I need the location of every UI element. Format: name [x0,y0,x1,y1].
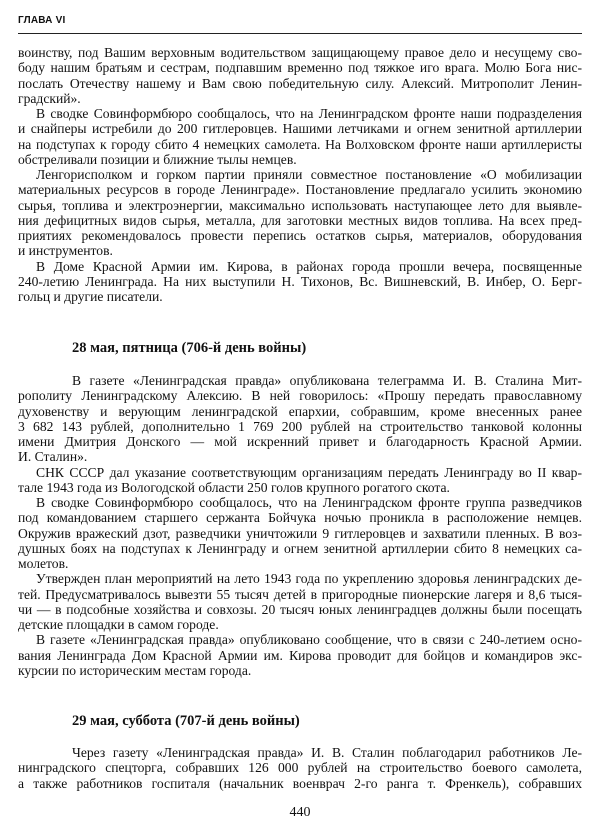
text-line: Ленгорисполком и горком партии приняли совместное постановление «О мобилизации [36,167,582,182]
text-line: под командованием старшего сержанта Бойчука ночью проникла в расположение немцев. [18,510,582,526]
text-block-may-28 [18,373,582,678]
text-line: послать Отечеству нашему и Вам свою победительную силу. Алексий. Митрополит Ленин- [18,75,582,91]
text-line: 3 682 143 рублей, дополнительно 1 769 200 рублей на строительство танковой колонны [18,418,582,434]
text-line: Утвержден план мероприятий на лето 1943 года по укреплению здоровья ленинградских де- [36,571,582,587]
header-rule [18,33,582,34]
text-line: душных боях на подступах к Ленинграду и огнем зенитной артиллерии сбито 8 немецких са- [18,540,582,556]
text-line: градский». [18,90,81,106]
text-line: нинградского спецторга, собравших 126 000 рублей на строительство боевого самолета, [18,760,582,776]
text-block-may-29 [18,745,582,791]
day-heading-may-28: 28 мая, пятница (706-й день войны) [72,340,307,356]
text-line: воинству, под Вашим верховным водительством защищающему правое дело и несущему сво- [18,45,582,60]
text-line: В газете «Ленинградская правда» опубликована телеграмма И. В. Сталина Мит- [72,373,582,388]
text-line: тей. Предусматривалось вывезти 55 тысяч детей в пригородные пионерские лагеря и 8,6 тыся- [18,586,582,602]
text-line: тале 1943 года из Вологодской области 250 голов крупного рогатого скота. [18,479,450,495]
text-line: а также работников госпиталя (начальник военврач 2-го ранга т. Френкель), собравших [18,775,582,791]
text-line: на подступах к городу сбито 4 немецких самолета. На Волховском фронте наши артиллеристы [18,136,582,152]
text-line: курсии по историческим местам города. [18,662,252,678]
text-line: детские площадки в самом городе. [18,617,219,632]
text-line: 240-летию Ленинграда. На них выступили Н. Тихонов, Вс. Вишневский, В. Инбер, О. Берг- [18,273,582,289]
day-heading-may-29: 29 мая, суббота (707-й день войны) [72,713,300,729]
text-line: СНК СССР дал указание соответствующим организациям передать Ленинграду во II квар- [36,464,582,480]
text-line: В Доме Красной Армии им. Кирова, в районах города прошли вечера, посвященные [36,258,582,274]
text-line: имени Дмитрия Донского — мой искренний привет и благодарность Красной Армии. [18,434,582,449]
text-line: духовенству и верующим ленинградской епархии, собравшим, кроме внесенных ранее [18,403,582,419]
text-line: молетов. [18,556,69,571]
text-line: и инструментов. [18,243,113,259]
text-line: обстреливали позиции и ближние тылы немцев. [18,151,297,167]
page-number: 440 [289,805,311,820]
text-line: В сводке Совинформбюро сообщалось, что на Ленинградском фронте группа разведчиков [36,495,582,510]
running-head: ГЛАВА VI [18,15,66,26]
text-line: приятиях рекомендовалось провести перепись остатков сырья, материалов, оборудования [18,228,582,243]
text-line: В сводке Совинформбюро сообщалось, что на Ленинградском фронте наши подразделения [36,106,582,121]
text-line: сырья, топлива и электроэнергии, максимально использовать наступающее лето для выявле- [18,197,582,213]
text-line: И. Сталин». [18,449,88,465]
text-line: вания Ленинграда Дом Красной Армии им. Кирова проводит для бойцов и командиров экс- [18,647,582,663]
text-line: В газете «Ленинградская правда» опубликовано сообщение, что в связи с 240-летием осно- [36,632,582,648]
text-line: Окружив вражеский дзот, разведчики уничтожили 9 гитлеровцев и захватили пленных. В воз- [18,525,582,541]
text-line: Через газету «Ленинградская правда» И. В. Сталин поблагодарил работников Ле- [72,745,582,760]
text-line: и снайперы истребили до 200 гитлеровцев. Нашими летчиками и огнем зенитной артиллерии [18,121,582,137]
text-line: чи — в подсобные хозяйства и совхозы. 20 тысяч юных ленинградцев должны были посещать [18,601,582,617]
text-line: материальных ресурсов в городе Ленинграде». Постановление предлагало усилить экономию [18,182,582,198]
text-line: рополиту Ленинградскому Алексию. В ней говорилось: «Прошу передать православному [18,388,582,404]
text-line: боду нашим братьям и сестрам, подпавшим временно под тяжкое иго врага. Молю Бога нис- [18,60,582,76]
text-line: ния дефицитных видов сырья, металла, для заготовки местных видов топлива. На всех пред- [18,212,582,228]
text-block-continuation [18,45,582,304]
text-line: гольц и другие писатели. [18,289,163,304]
